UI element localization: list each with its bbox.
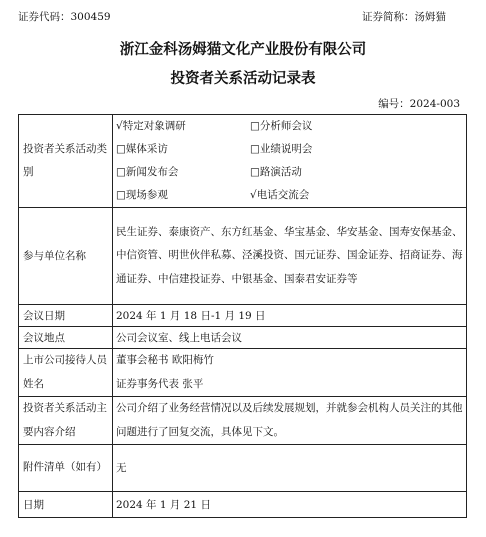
document-number: 编号：2024-003 xyxy=(378,98,460,110)
option-phone-conference: √电话交流会 xyxy=(250,189,310,201)
table-row xyxy=(19,445,467,492)
option-site-visit: □现场参观 xyxy=(116,189,168,201)
row-label: 附件清单（如有） xyxy=(19,445,113,492)
record-table xyxy=(18,114,467,518)
meeting-location-value: 公司会议室、线上电话会议 xyxy=(113,327,467,349)
table-row xyxy=(19,492,467,518)
stock-abbreviation: 证券简称：汤姆猫 xyxy=(362,11,446,23)
receptionists-value xyxy=(113,349,467,397)
table-row xyxy=(19,327,467,349)
attachments-value: 无 xyxy=(113,445,467,492)
row-label: 上市公司接待人员姓名 xyxy=(19,349,113,397)
row-label: 参与单位名称 xyxy=(19,208,113,305)
table-row xyxy=(19,115,467,208)
row-label: 会议日期 xyxy=(19,305,113,327)
company-title: 浙江金科汤姆猫文化产业股份有限公司 xyxy=(119,41,367,58)
row-label: 日期 xyxy=(19,492,113,518)
activity-category-options xyxy=(113,115,467,208)
meeting-date-value: 2024 年 1 月 18 日-1 月 19 日 xyxy=(113,305,467,327)
receptionist-representative: 证券事务代表 张平 xyxy=(116,377,204,390)
record-date-value: 2024 年 1 月 21 日 xyxy=(113,492,467,518)
table-row xyxy=(19,397,467,445)
receptionist-secretary: 董事会秘书 欧阳梅竹 xyxy=(116,354,214,366)
option-roadshow: □路演活动 xyxy=(250,166,302,178)
row-label: 投资者关系活动类别 xyxy=(19,115,113,208)
row-label: 投资者关系活动主要内容介绍 xyxy=(19,397,113,445)
table-row xyxy=(19,349,467,397)
option-media-interview: □媒体采访 xyxy=(116,143,168,155)
document-title: 投资者关系活动记录表 xyxy=(170,70,316,87)
participants-value: 民生证券、泰康资产、东方红基金、华宝基金、华安基金、国寿安保基金、中信资管、明世伙伴私募、泾溪投资、国元证券、国金证券、招商证券、海通证券、中信建投证券、中银基金、国泰君安证券等 xyxy=(113,208,467,305)
option-site-research: √特定对象调研 xyxy=(116,120,186,132)
row-label: 会议地点 xyxy=(19,327,113,349)
table-row xyxy=(19,305,467,327)
stock-code: 证券代码：300459 xyxy=(18,11,111,23)
content-value: 公司介绍了业务经营情况以及后续发展规划，并就参会机构人员关注的其他问题进行了回复交流，具体见下文。 xyxy=(113,397,467,445)
option-analyst-meeting: □分析师会议 xyxy=(250,120,313,132)
option-earnings-call: □业绩说明会 xyxy=(250,143,313,155)
option-press-conference: □新闻发布会 xyxy=(116,166,179,178)
table-row xyxy=(19,208,467,305)
